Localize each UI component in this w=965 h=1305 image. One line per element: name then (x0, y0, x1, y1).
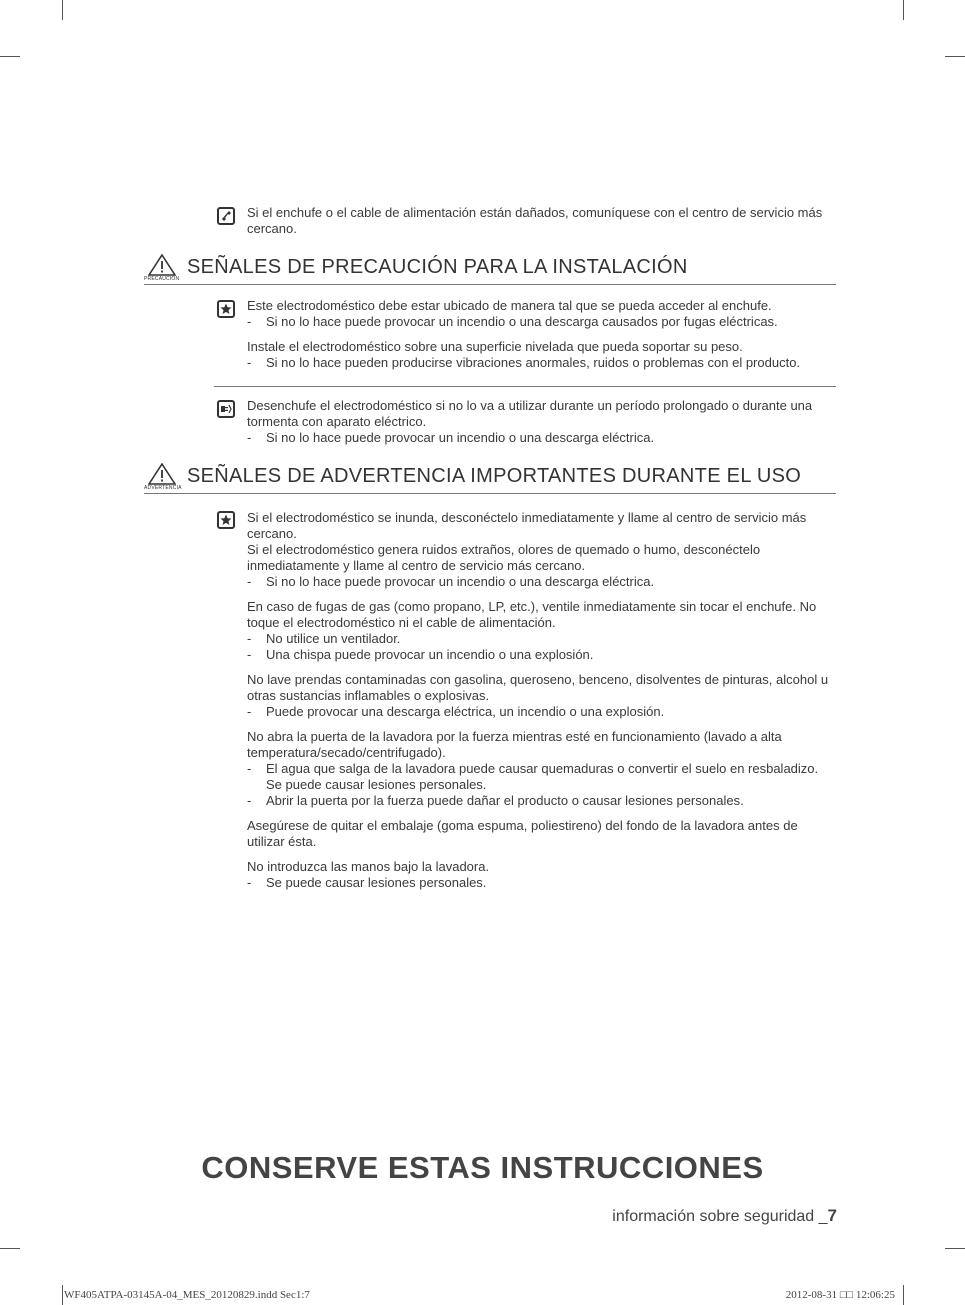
instruction-item (247, 672, 837, 720)
sub-item: - Si no lo hace puede provocar un incendio o una descarga eléctrica. (247, 430, 655, 445)
caution-label: PRECAUCIÓN (144, 276, 180, 282)
warning-triangle-icon (148, 463, 176, 485)
caution-symbol (144, 254, 180, 284)
footer-section-label: información sobre seguridad _ (612, 1208, 828, 1225)
sub-item: - El agua que salga de la lavadora puede causar quemaduras o convertir el suelo en resbaladizo. Se puede causar lesiones personales. (247, 761, 819, 792)
instruction-text: Asegúrese de quitar el embalaje (goma espuma, poliestireno) del fondo de la lavadora antes de utilizar ésta. (247, 818, 798, 849)
instruction-item (247, 510, 837, 590)
sub-item: - Abrir la puerta por la fuerza puede dañar el producto o causar lesiones personales. (247, 793, 744, 808)
page-number: 7 (827, 1206, 837, 1225)
instruction-text: Este electrodoméstico debe estar ubicado de manera tal que se pueda acceder al enchufe. (247, 298, 772, 313)
section-title: SEÑALES DE ADVERTENCIA IMPORTANTES DURANTE EL USO (187, 465, 802, 487)
warning-symbol (144, 463, 180, 493)
crop-mark (945, 56, 965, 57)
instruction-item (247, 599, 837, 663)
instruction-item (247, 818, 837, 850)
crop-mark (903, 1285, 904, 1305)
crop-mark (945, 1248, 965, 1249)
sub-item: - Puede provocar una descarga eléctrica, un incendio o una explosión. (247, 704, 665, 719)
warning-group (247, 510, 837, 900)
instruction-text: En caso de fugas de gas (como propano, LP, etc.), ventile inmediatamente sin tocar el enchufe. No toque el electrodoméstico ni el cable de alimentación. (247, 599, 817, 630)
group-divider (214, 386, 836, 387)
sub-item: - Se puede causar lesiones personales. (247, 875, 487, 890)
section-heading-advertencia (144, 463, 836, 494)
top-note (247, 205, 837, 246)
closing-title: CONSERVE ESTAS INSTRUCCIONES (201, 1150, 764, 1185)
section-heading-precaucion (144, 254, 836, 285)
print-slug-right: 2012-08-31 □□ 12:06:25 (785, 1289, 895, 1301)
instruction-text: No lave prendas contaminadas con gasolina, queroseno, benceno, disolventes de pinturas, alcohol u otras sustancias inflamables o explosivas. (247, 672, 829, 703)
instruction-text: Si el electrodoméstico se inunda, desconéctelo inmediatamente y llame al centro de servicio más cercano. (247, 510, 807, 541)
sub-item: - Una chispa puede provocar un incendio o una explosión. (247, 647, 594, 662)
precaution-group-1 (247, 298, 837, 380)
print-slug-left: WF405ATPA-03145A-04_MES_20120829.indd Sec1:7 (64, 1289, 310, 1301)
instruction-item (247, 298, 837, 330)
instruction-item (247, 339, 837, 371)
sub-item: - Si no lo hace puede provocar un incendio o una descarga causados por fugas eléctricas. (247, 314, 778, 329)
warning-triangle-icon (148, 254, 176, 276)
instruction-text: Instale el electrodoméstico sobre una superficie nivelada que pueda soportar su peso. (247, 339, 743, 354)
precaution-group-2 (247, 398, 837, 455)
crop-mark (903, 0, 904, 20)
instruction-item (247, 398, 837, 446)
instruction-item (247, 729, 837, 809)
instruction-text: No introduzca las manos bajo la lavadora. (247, 859, 490, 874)
crop-mark (62, 1285, 63, 1305)
sub-item: - Si no lo hace pueden producirse vibraciones anormales, ruidos o problemas con el producto. (247, 355, 801, 370)
warning-label: ADVERTENCIA (144, 485, 182, 491)
crop-mark (62, 0, 63, 20)
crop-mark (0, 56, 20, 57)
instruction-item (247, 859, 837, 891)
top-note-text: Si el enchufe o el cable de alimentación están dañados, comuníquese con el centro de servicio más cercano. (247, 205, 823, 236)
instruction-text: Desenchufe el electrodoméstico si no lo va a utilizar durante un período prolongado o durante una tormenta con aparato eléctrico. (247, 398, 813, 429)
unplug-icon (217, 400, 235, 418)
sub-item: - Si no lo hace puede provocar un incendio o una descarga eléctrica. (247, 574, 655, 589)
instruction-text: No abra la puerta de la lavadora por la fuerza mientras esté en funcionamiento (lavado a alta temperatura/secado/centrifugado). (247, 729, 782, 760)
section-title: SEÑALES DE PRECAUCIÓN PARA LA INSTALACIÓN (187, 256, 688, 278)
star-icon (217, 511, 235, 529)
sub-item: - No utilice un ventilador. (247, 631, 401, 646)
page-footer (612, 1206, 837, 1226)
phone-icon (217, 207, 235, 225)
star-icon (217, 300, 235, 318)
instruction-text: Si el electrodoméstico genera ruidos extraños, olores de quemado o humo, desconéctelo inmediatamente y llame al centro de servicio más cercano. (247, 542, 761, 573)
crop-mark (0, 1248, 20, 1249)
